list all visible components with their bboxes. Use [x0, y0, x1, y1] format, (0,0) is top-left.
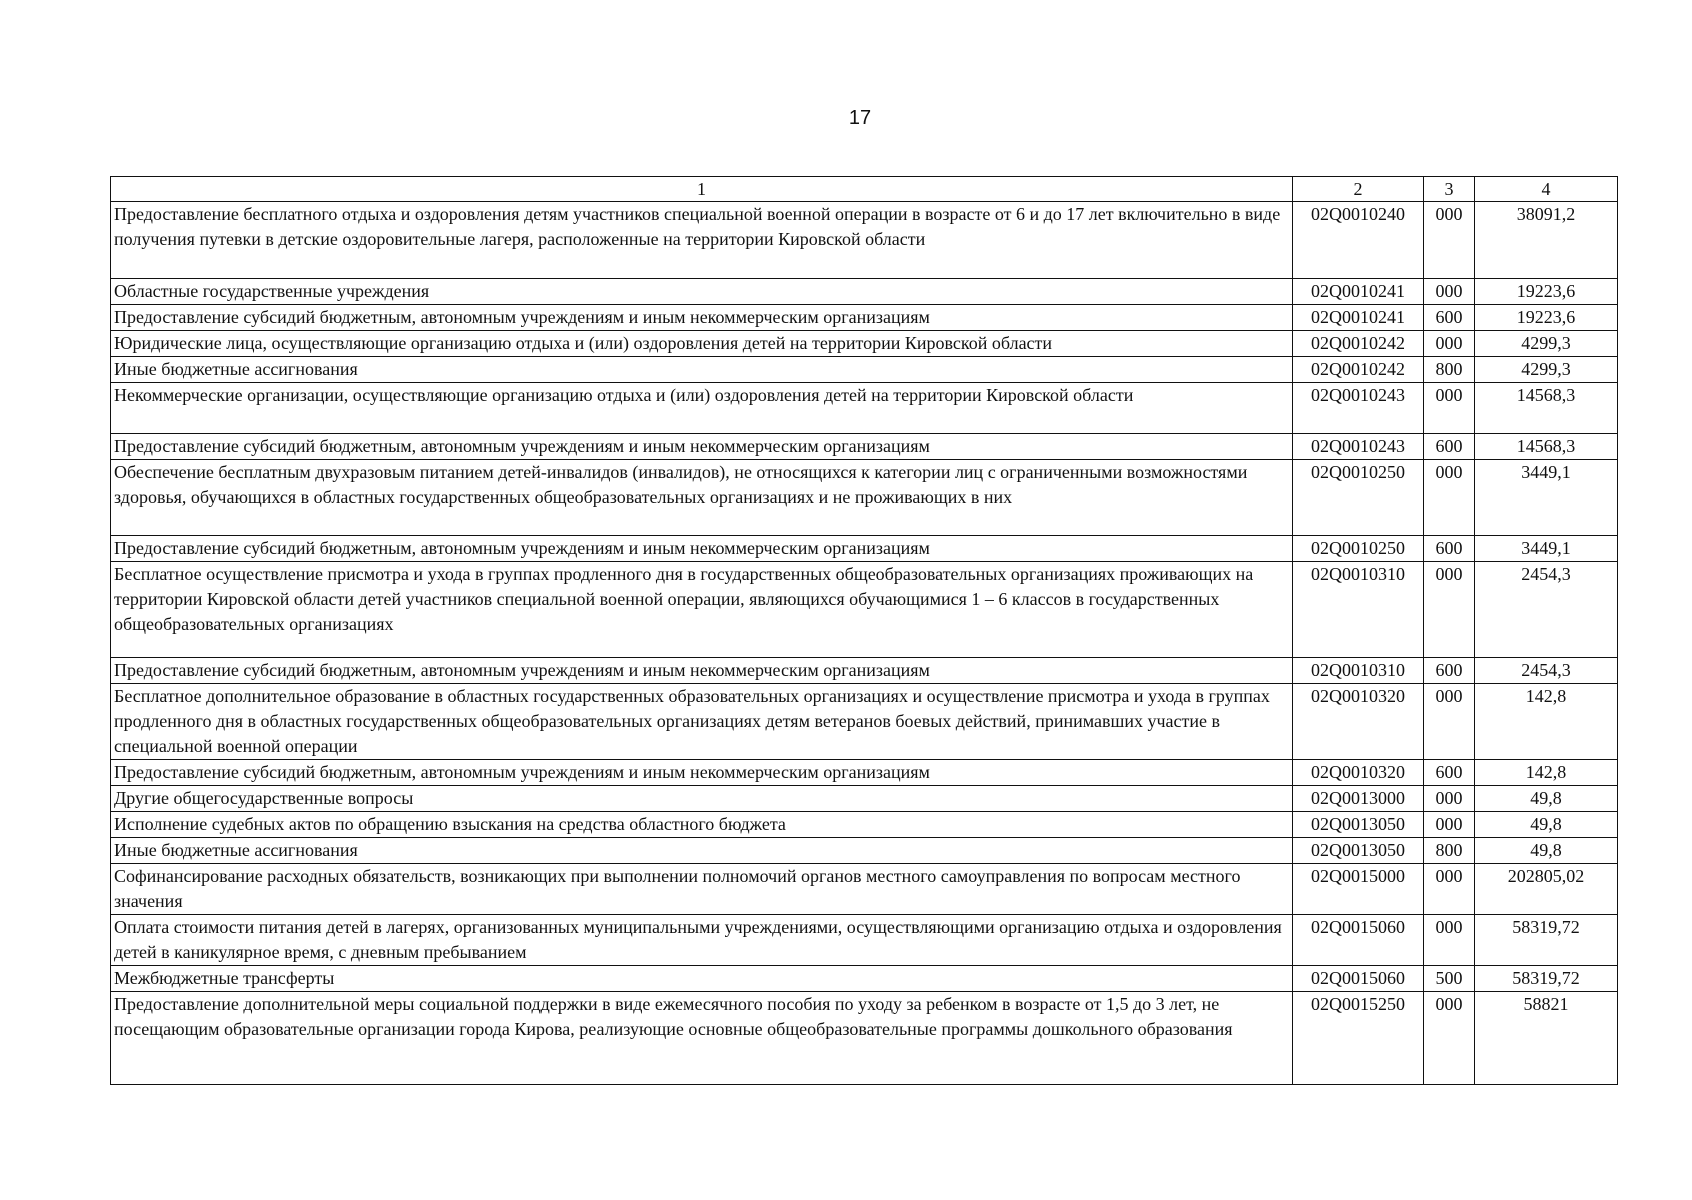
- row-type: 600: [1424, 536, 1475, 562]
- row-code: 02Q0015060: [1293, 966, 1424, 992]
- row-code: 02Q0010243: [1293, 383, 1424, 434]
- row-type: 000: [1424, 864, 1475, 915]
- table-row: [111, 812, 1618, 838]
- row-type: 000: [1424, 562, 1475, 658]
- row-amount: 58319,72: [1475, 915, 1618, 966]
- table-row: [111, 915, 1618, 966]
- row-amount: 142,8: [1475, 684, 1618, 760]
- table-row: [111, 838, 1618, 864]
- row-type: 000: [1424, 383, 1475, 434]
- row-amount: 19223,6: [1475, 305, 1618, 331]
- table-row: [111, 305, 1618, 331]
- row-type: 600: [1424, 658, 1475, 684]
- page-number: 17: [848, 107, 872, 129]
- row-name: Предоставление субсидий бюджетным, автономным учреждениям и иным некоммерческим организациям: [111, 536, 1293, 562]
- row-amount: 2454,3: [1475, 562, 1618, 658]
- table-row: [111, 966, 1618, 992]
- row-amount: 38091,2: [1475, 202, 1618, 279]
- row-code: 02Q0010320: [1293, 760, 1424, 786]
- row-type: 000: [1424, 460, 1475, 536]
- row-amount: 3449,1: [1475, 460, 1618, 536]
- table-row: [111, 279, 1618, 305]
- table-row: [111, 864, 1618, 915]
- row-name: Бесплатное дополнительное образование в областных государственных образовательных организациях и осуществление присмотра и ухода в группах продленного дня в областных государственных общеобразовательных организациях детям ветеранов боевых действий, принимавших участие в специальной военной операции: [111, 684, 1293, 760]
- row-name: Другие общегосударственные вопросы: [111, 786, 1293, 812]
- row-name: Бесплатное осуществление присмотра и ухода в группах продленного дня в государственных общеобразовательных организациях проживающих на территории Кировской области детей участников специальной военной операции, являющихся обучающимися 1 – 6 классов в государственных общеобразовательных организациях: [111, 562, 1293, 658]
- row-amount: 142,8: [1475, 760, 1618, 786]
- row-amount: 2454,3: [1475, 658, 1618, 684]
- header-col-4: 4: [1475, 177, 1618, 202]
- row-amount: 14568,3: [1475, 383, 1618, 434]
- row-amount: 58319,72: [1475, 966, 1618, 992]
- row-code: 02Q0010240: [1293, 202, 1424, 279]
- row-code: 02Q0015250: [1293, 992, 1424, 1085]
- row-name: Некоммерческие организации, осуществляющие организацию отдыха и (или) оздоровления детей на территории Кировской области: [111, 383, 1293, 434]
- row-code: 02Q0013050: [1293, 838, 1424, 864]
- budget-table: [110, 176, 1618, 1085]
- row-name: Иные бюджетные ассигнования: [111, 838, 1293, 864]
- header-col-1: 1: [111, 177, 1293, 202]
- header-col-3: 3: [1424, 177, 1475, 202]
- row-code: 02Q0013050: [1293, 812, 1424, 838]
- row-type: 000: [1424, 202, 1475, 279]
- row-type: 000: [1424, 684, 1475, 760]
- table-row: [111, 383, 1618, 434]
- table-row: [111, 331, 1618, 357]
- table-row: [111, 992, 1618, 1085]
- row-name: Предоставление субсидий бюджетным, автономным учреждениям и иным некоммерческим организациям: [111, 434, 1293, 460]
- row-type: 500: [1424, 966, 1475, 992]
- table-header-row: [111, 177, 1618, 202]
- row-amount: 19223,6: [1475, 279, 1618, 305]
- row-code: 02Q0010250: [1293, 460, 1424, 536]
- row-amount: 49,8: [1475, 838, 1618, 864]
- row-name: Исполнение судебных актов по обращению взыскания на средства областного бюджета: [111, 812, 1293, 838]
- row-type: 000: [1424, 279, 1475, 305]
- row-amount: 4299,3: [1475, 357, 1618, 383]
- row-name: Оплата стоимости питания детей в лагерях, организованных муниципальными учреждениями, осуществляющими организацию отдыха и оздоровления детей в каникулярное время, с дневным пребыванием: [111, 915, 1293, 966]
- row-name: Юридические лица, осуществляющие организацию отдыха и (или) оздоровления детей на территории Кировской области: [111, 331, 1293, 357]
- row-code: 02Q0010320: [1293, 684, 1424, 760]
- table-row: [111, 684, 1618, 760]
- row-amount: 4299,3: [1475, 331, 1618, 357]
- row-name: Областные государственные учреждения: [111, 279, 1293, 305]
- row-code: 02Q0010242: [1293, 331, 1424, 357]
- row-name: Предоставление субсидий бюджетным, автономным учреждениям и иным некоммерческим организациям: [111, 760, 1293, 786]
- row-amount: 58821: [1475, 992, 1618, 1085]
- row-type: 800: [1424, 357, 1475, 383]
- row-name: Предоставление субсидий бюджетным, автономным учреждениям и иным некоммерческим организациям: [111, 305, 1293, 331]
- row-code: 02Q0010310: [1293, 658, 1424, 684]
- row-type: 000: [1424, 812, 1475, 838]
- table-row: [111, 460, 1618, 536]
- row-type: 600: [1424, 434, 1475, 460]
- table-row: [111, 536, 1618, 562]
- row-code: 02Q0010242: [1293, 357, 1424, 383]
- row-type: 600: [1424, 305, 1475, 331]
- table-row: [111, 658, 1618, 684]
- row-name: Предоставление бесплатного отдыха и оздоровления детям участников специальной военной операции в возрасте от 6 и до 17 лет включительно в виде получения путевки в детские оздоровительные лагеря, расположенные на территории Кировской области: [111, 202, 1293, 279]
- row-code: 02Q0015000: [1293, 864, 1424, 915]
- row-name: Иные бюджетные ассигнования: [111, 357, 1293, 383]
- row-type: 000: [1424, 786, 1475, 812]
- row-amount: 49,8: [1475, 786, 1618, 812]
- row-type: 800: [1424, 838, 1475, 864]
- table-row: [111, 562, 1618, 658]
- row-name: Обеспечение бесплатным двухразовым питанием детей-инвалидов (инвалидов), не относящихся к категории лиц с ограниченными возможностями здоровья, обучающихся в областных государственных общеобразовательных организациях и не проживающих в них: [111, 460, 1293, 536]
- row-code: 02Q0015060: [1293, 915, 1424, 966]
- row-amount: 14568,3: [1475, 434, 1618, 460]
- row-code: 02Q0010241: [1293, 305, 1424, 331]
- row-type: 000: [1424, 331, 1475, 357]
- row-name: Межбюджетные трансферты: [111, 966, 1293, 992]
- row-type: 000: [1424, 915, 1475, 966]
- row-name: Предоставление дополнительной меры социальной поддержки в виде ежемесячного пособия по уходу за ребенком в возрасте от 1,5 до 3 лет, не посещающим образовательные организации города Кирова, реализующие основные общеобразовательные программы дошкольного образования: [111, 992, 1293, 1085]
- row-code: 02Q0010243: [1293, 434, 1424, 460]
- row-code: 02Q0010250: [1293, 536, 1424, 562]
- header-col-2: 2: [1293, 177, 1424, 202]
- row-code: 02Q0013000: [1293, 786, 1424, 812]
- row-amount: 202805,02: [1475, 864, 1618, 915]
- row-name: Предоставление субсидий бюджетным, автономным учреждениям и иным некоммерческим организациям: [111, 658, 1293, 684]
- table-row: [111, 786, 1618, 812]
- row-code: 02Q0010241: [1293, 279, 1424, 305]
- row-type: 600: [1424, 760, 1475, 786]
- row-code: 02Q0010310: [1293, 562, 1424, 658]
- row-type: 000: [1424, 992, 1475, 1085]
- table-row: [111, 760, 1618, 786]
- row-amount: 3449,1: [1475, 536, 1618, 562]
- row-name: Софинансирование расходных обязательств, возникающих при выполнении полномочий органов местного самоуправления по вопросам местного значения: [111, 864, 1293, 915]
- table-row: [111, 434, 1618, 460]
- table-row: [111, 357, 1618, 383]
- row-amount: 49,8: [1475, 812, 1618, 838]
- table-row: [111, 202, 1618, 279]
